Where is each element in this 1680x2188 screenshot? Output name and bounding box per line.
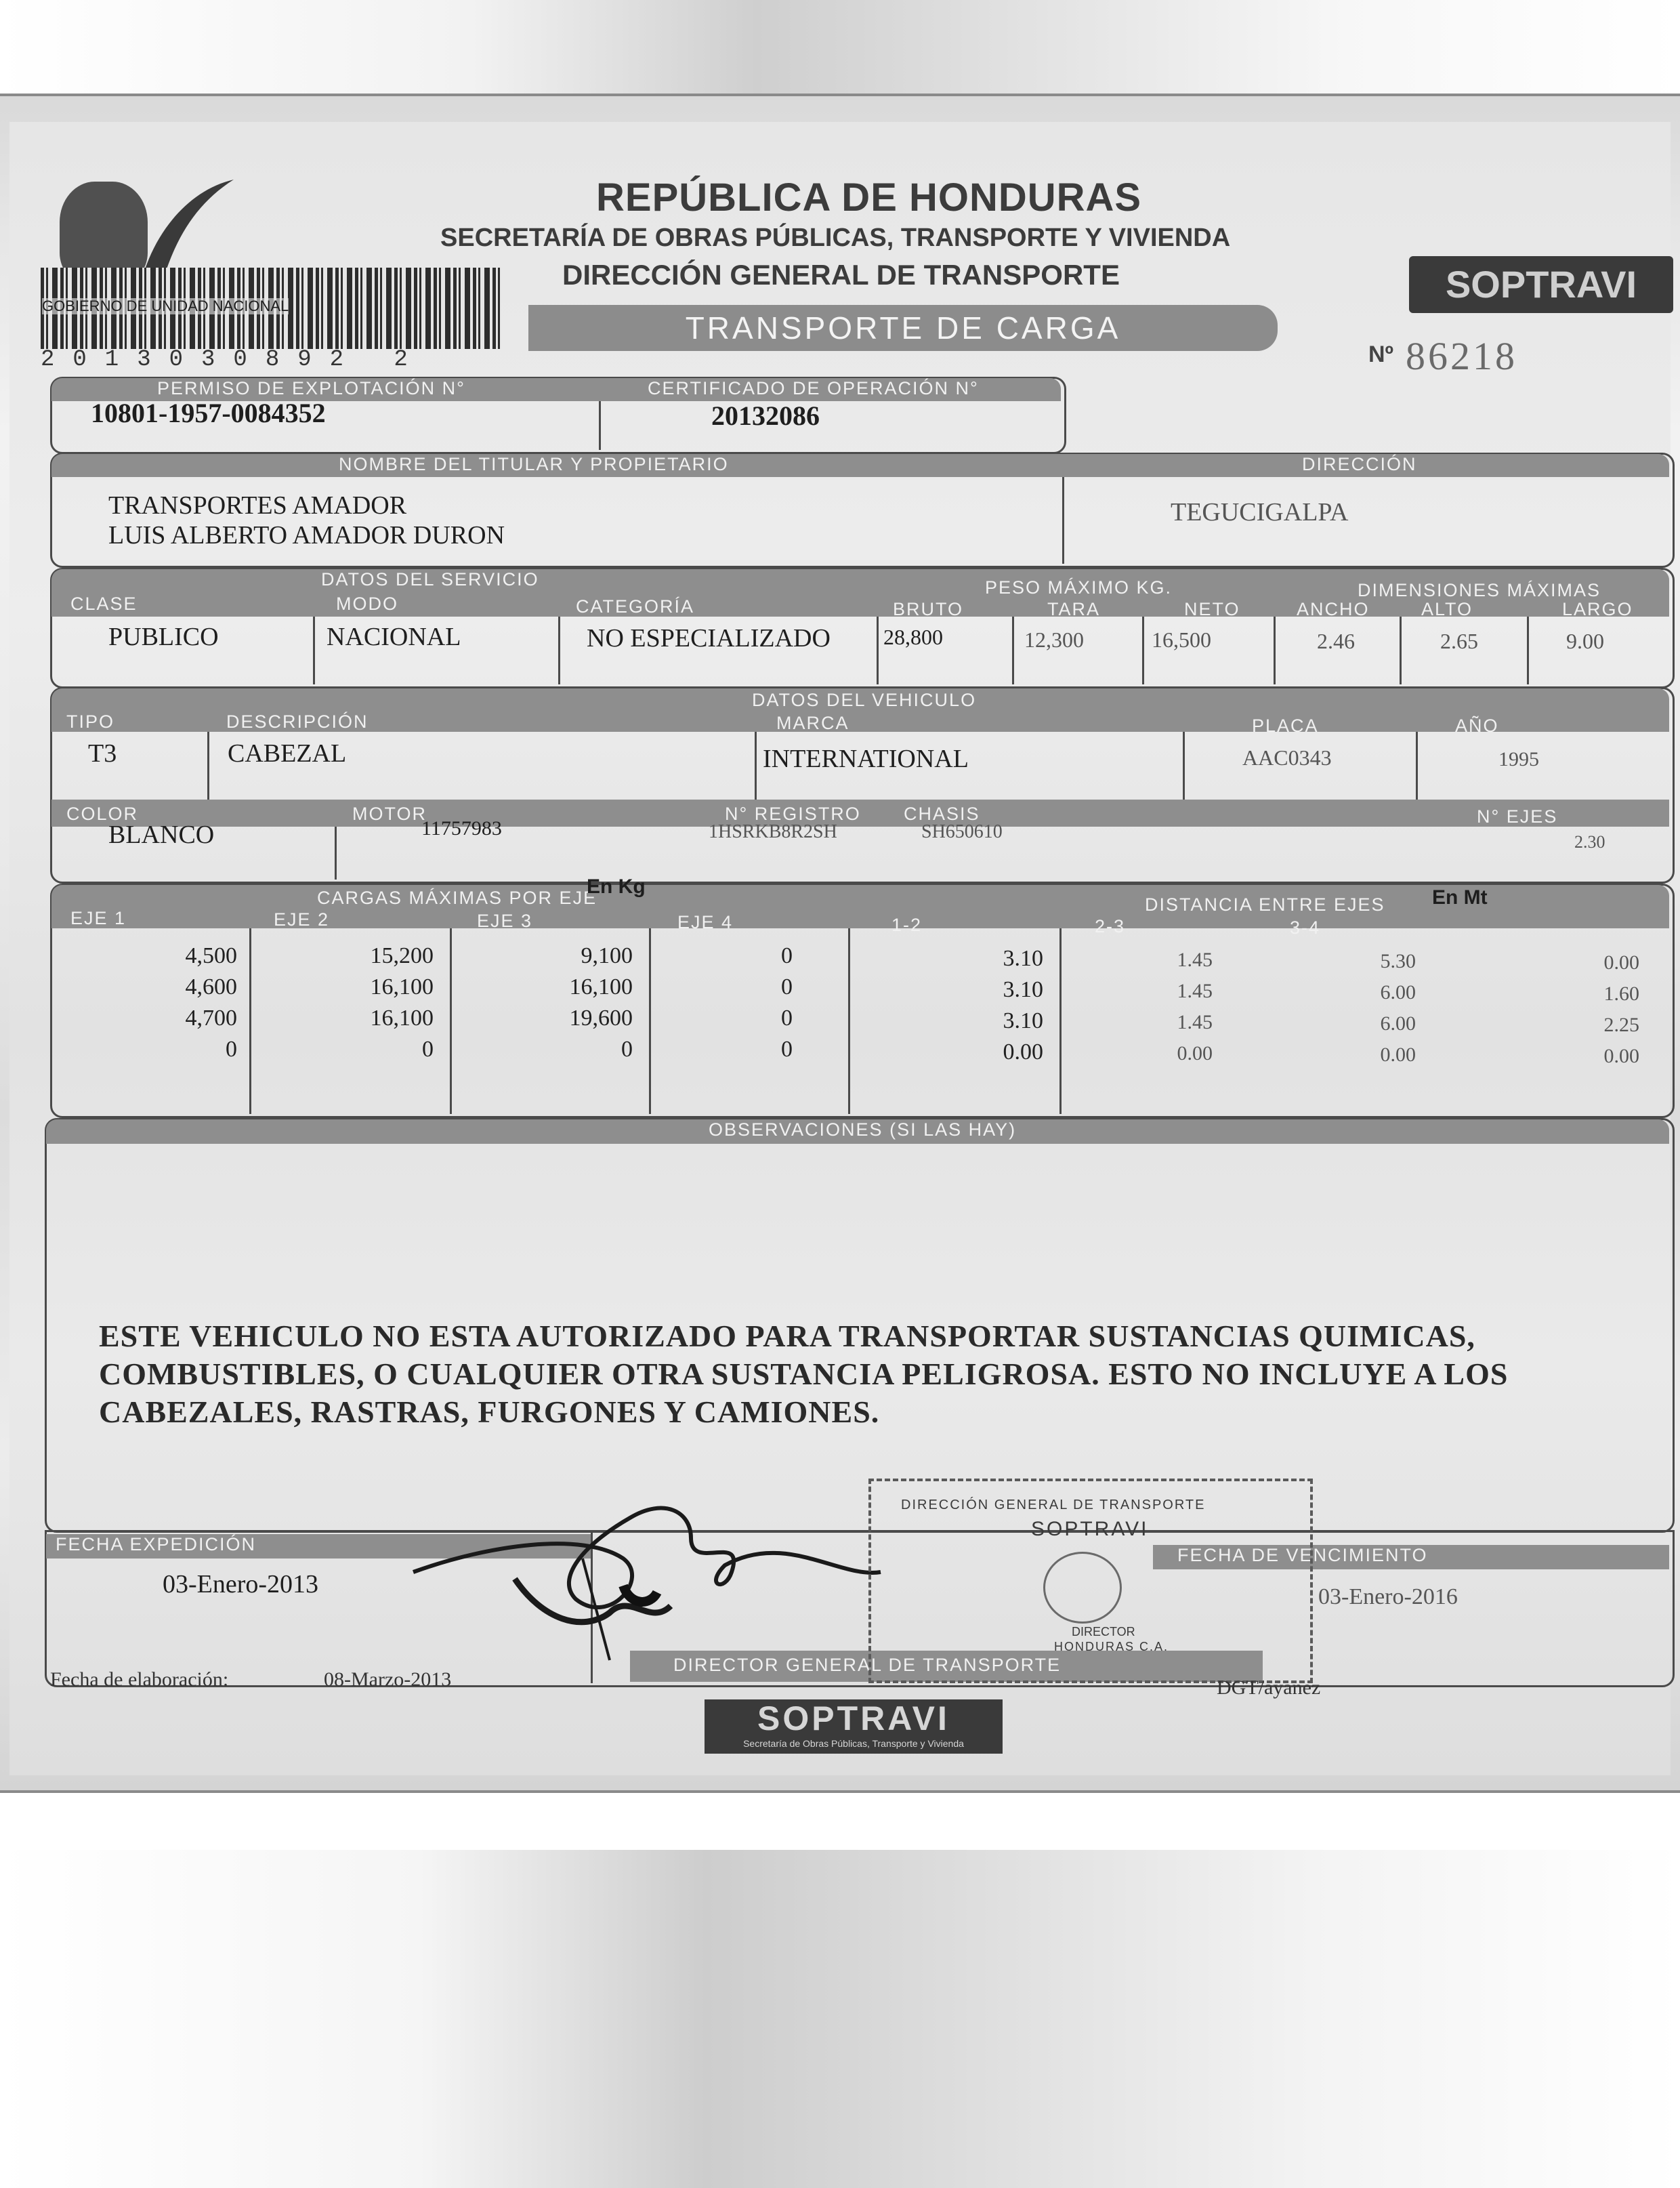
placa-label: PLACA	[1252, 716, 1319, 736]
table-cell: 1.45	[1177, 1011, 1213, 1033]
marca-value: INTERNATIONAL	[763, 745, 969, 773]
axles-col-eje2	[318, 941, 434, 1065]
table-cell: 15,200	[370, 943, 434, 968]
owner-divider	[1062, 477, 1064, 564]
eje4-label: EJE 4	[677, 912, 734, 932]
alto-value: 2.65	[1440, 629, 1478, 653]
axles-col-d45	[1538, 947, 1639, 1072]
table-cell: 5.30	[1380, 950, 1416, 972]
axles-unit-m: En Mt	[1432, 886, 1488, 909]
table-cell: 0	[422, 1037, 434, 1062]
warning-line: CABEZALES, RASTRAS, FURGONES Y CAMIONES.	[99, 1395, 880, 1429]
descripcion-label: DESCRIPCIÓN	[226, 711, 369, 732]
expedicion-value: 03-Enero-2013	[163, 1570, 319, 1598]
neto-label: NETO	[1184, 599, 1240, 619]
warning-text	[99, 1317, 1610, 1431]
certificado-label: CERTIFICADO DE OPERACIÓN N°	[648, 378, 979, 398]
service-divider-1	[313, 617, 315, 684]
vehicle-divider-4	[1416, 732, 1418, 800]
permiso-value: 10801-1957-0084352	[91, 398, 326, 428]
modo-label: MODO	[336, 594, 398, 614]
vencimiento-label: FECHA DE VENCIMIENTO	[1177, 1545, 1428, 1565]
table-cell: 1.60	[1603, 983, 1639, 1005]
permit-divider	[599, 401, 601, 450]
barcode-digits: 2013030892 2	[41, 347, 426, 373]
color-label: COLOR	[66, 804, 139, 824]
owner-name-line1: TRANSPORTES AMADOR	[108, 491, 407, 520]
bottom-logo-subtext: Secretaría de Obras Públicas, Transporte y Vivienda	[743, 1738, 964, 1749]
alto-label: ALTO	[1421, 599, 1473, 619]
axles-divider-3	[649, 928, 651, 1114]
owner-label: NOMBRE DEL TITULAR Y PROPIETARIO	[339, 454, 729, 474]
motor-value: 11757983	[421, 817, 502, 840]
placa-value: AAC0343	[1242, 745, 1332, 770]
dims-label: DIMENSIONES MÁXIMAS	[1358, 580, 1601, 600]
directorate-title: DIRECCIÓN GENERAL DE TRANSPORTE	[562, 259, 1120, 291]
table-cell: 1.45	[1177, 949, 1213, 971]
axles-col-d23	[1138, 945, 1213, 1069]
ano-value: 1995	[1498, 748, 1539, 770]
categoria-label: CATEGORÍA	[576, 596, 695, 617]
expedicion-label: FECHA EXPEDICIÓN	[56, 1534, 257, 1554]
table-cell: 9,100	[581, 943, 633, 968]
largo-label: LARGO	[1562, 599, 1633, 619]
marca-label: MARCA	[776, 713, 849, 733]
table-cell: 0	[226, 1037, 237, 1062]
owner-name-line2: LUIS ALBERTO AMADOR DURON	[108, 521, 505, 550]
service-divider-6	[1274, 617, 1276, 684]
categoria-value: NO ESPECIALIZADO	[587, 624, 831, 653]
axles-unit-kg: En Kg	[587, 875, 646, 898]
bottom-logo-text: SOPTRAVI	[757, 1699, 950, 1737]
table-cell: 0	[621, 1037, 633, 1062]
stamp-line1: DIRECCIÓN GENERAL DE TRANSPORTE	[901, 1498, 1206, 1512]
peso-label: PESO MÁXIMO KG.	[985, 577, 1173, 598]
director-signature	[406, 1491, 921, 1667]
neto-value: 16,500	[1152, 627, 1211, 652]
scan-background-bottom	[0, 1850, 1680, 2188]
soptravi-logo: SOPTRAVI	[1409, 256, 1673, 313]
address-value: TEGUCIGALPA	[1171, 498, 1349, 527]
table-cell: 3.10	[1003, 946, 1043, 971]
table-cell: 3.10	[1003, 1008, 1043, 1033]
table-cell: 0	[781, 974, 793, 999]
table-cell: 0.00	[1177, 1042, 1213, 1065]
largo-value: 9.00	[1566, 629, 1604, 653]
chasis-value: SH650610	[921, 821, 1003, 842]
tipo-value: T3	[88, 739, 117, 768]
bruto-label: BRUTO	[893, 599, 964, 619]
table-cell: 0.00	[1380, 1044, 1416, 1066]
eje2-label: EJE 2	[274, 909, 330, 930]
table-cell: 1.45	[1177, 980, 1213, 1002]
service-divider-5	[1142, 617, 1144, 684]
address-label: DIRECCIÓN	[1302, 454, 1417, 474]
table-cell: 0	[781, 1037, 793, 1062]
stamp-seal-icon	[1043, 1552, 1122, 1624]
vencimiento-value: 03-Enero-2016	[1318, 1584, 1458, 1609]
table-cell: 2.25	[1603, 1014, 1639, 1036]
axles-col-eje4	[718, 941, 793, 1065]
axles-divider-5	[1059, 928, 1062, 1114]
d23-label: 2-3	[1095, 916, 1126, 936]
modo-value: NACIONAL	[327, 623, 461, 651]
eje3-label: EJE 3	[477, 911, 533, 931]
elaborator-initials: DGT/ayanez	[1217, 1676, 1321, 1699]
bruto-value: 28,800	[883, 625, 943, 649]
certificado-value: 20132086	[711, 400, 820, 431]
owner-label-bar	[51, 454, 1669, 477]
bottom-soptravi-logo	[705, 1699, 1003, 1754]
tara-label: TARA	[1047, 599, 1101, 619]
table-cell: 4,700	[185, 1006, 237, 1031]
table-cell: 0	[781, 1006, 793, 1031]
axles-col-d12	[962, 943, 1043, 1068]
ejes-value: 2.30	[1574, 832, 1605, 852]
ejes-label: N° EJES	[1477, 806, 1558, 827]
government-text: GOBIERNO DE UNIDAD NACIONAL	[42, 297, 289, 314]
elaboracion-value: 08-Marzo-2013	[324, 1668, 452, 1691]
clase-label: CLASE	[70, 594, 138, 614]
vehicle-divider-1	[207, 732, 209, 800]
eje1-label: EJE 1	[70, 908, 127, 928]
axles-section-label: CARGAS MÁXIMAS POR EJE	[317, 888, 597, 908]
axles-divider-4	[848, 928, 850, 1114]
table-cell: 4,500	[185, 943, 237, 968]
axles-col-d34	[1328, 946, 1416, 1071]
service-divider-4	[1012, 617, 1014, 684]
service-divider-8	[1527, 617, 1529, 684]
chasis-label: CHASIS	[904, 804, 980, 824]
color-value: BLANCO	[108, 821, 215, 849]
tara-value: 12,300	[1024, 627, 1084, 652]
permiso-label: PERMISO DE EXPLOTACIÓN N°	[157, 378, 465, 398]
table-cell: 16,100	[370, 1006, 434, 1031]
table-cell: 6.00	[1380, 1012, 1416, 1035]
warning-line: COMBUSTIBLES, O CUALQUIER OTRA SUSTANCIA PELIGROSA. ESTO NO INCLUYE A LOS	[99, 1357, 1509, 1391]
country-title: REPÚBLICA DE HONDURAS	[596, 176, 1142, 220]
table-cell: 16,100	[370, 974, 434, 999]
registro-label: N° REGISTRO	[725, 804, 861, 824]
descripcion-value: CABEZAL	[228, 739, 347, 768]
table-cell: 0.00	[1603, 951, 1639, 974]
ancho-label: ANCHO	[1297, 599, 1370, 619]
d12-label: 1-2	[891, 915, 923, 935]
warning-line: ESTE VEHICULO NO ESTA AUTORIZADO PARA TRANSPORTAR SUSTANCIAS QUIMICAS,	[99, 1319, 1475, 1353]
axles-col-eje1	[129, 941, 237, 1065]
motor-label: MOTOR	[352, 804, 427, 824]
registro-value: 1HSRKB8R2SH	[709, 821, 837, 842]
vehicle-divider-5	[335, 827, 337, 880]
ano-label: AÑO	[1455, 716, 1499, 736]
ancho-value: 2.46	[1317, 629, 1355, 653]
service-divider-2	[558, 617, 560, 684]
table-cell: 0.00	[1003, 1039, 1043, 1065]
table-cell: 6.00	[1380, 981, 1416, 1004]
vehicle-divider-2	[755, 732, 757, 800]
axles-divider-1	[249, 928, 251, 1114]
distances-label: DISTANCIA ENTRE EJES	[1145, 894, 1385, 915]
table-cell: 4,600	[185, 974, 237, 999]
director-label: DIRECTOR GENERAL DE TRANSPORTE	[673, 1655, 1062, 1675]
table-cell: 0.00	[1603, 1045, 1639, 1067]
document-type-banner: TRANSPORTE DE CARGA	[528, 305, 1278, 351]
axles-col-eje3	[515, 941, 633, 1065]
clase-value: PUBLICO	[108, 623, 219, 651]
d34-label: 3-4	[1290, 917, 1321, 938]
stamp-line3: DIRECTOR	[1072, 1625, 1135, 1638]
service-divider-7	[1400, 617, 1402, 684]
vehicle-section-label: DATOS DEL VEHICULO	[752, 690, 977, 710]
table-cell: 19,600	[569, 1006, 633, 1031]
ministry-title: SECRETARÍA DE OBRAS PÚBLICAS, TRANSPORTE Y VIVIENDA	[440, 224, 1231, 252]
stamp-line4: HONDURAS C.A.	[1054, 1640, 1169, 1653]
table-cell: 16,100	[569, 974, 633, 999]
observations-label: OBSERVACIONES (SI LAS HAY)	[709, 1119, 1017, 1140]
tipo-label: TIPO	[66, 711, 115, 732]
vehicle-divider-3	[1183, 732, 1185, 800]
serial-number: 86218	[1406, 334, 1517, 378]
observations-label-bar	[46, 1119, 1669, 1144]
table-cell: 0	[781, 943, 793, 968]
table-cell: 3.10	[1003, 977, 1043, 1002]
serial-number-label: Nº	[1368, 342, 1393, 367]
stamp-line2: SOPTRAVI	[1031, 1518, 1149, 1540]
service-section-label: DATOS DEL SERVICIO	[321, 569, 539, 590]
axles-divider-2	[450, 928, 452, 1114]
elaboracion-label: Fecha de elaboración:	[50, 1668, 229, 1691]
service-divider-3	[877, 617, 879, 684]
